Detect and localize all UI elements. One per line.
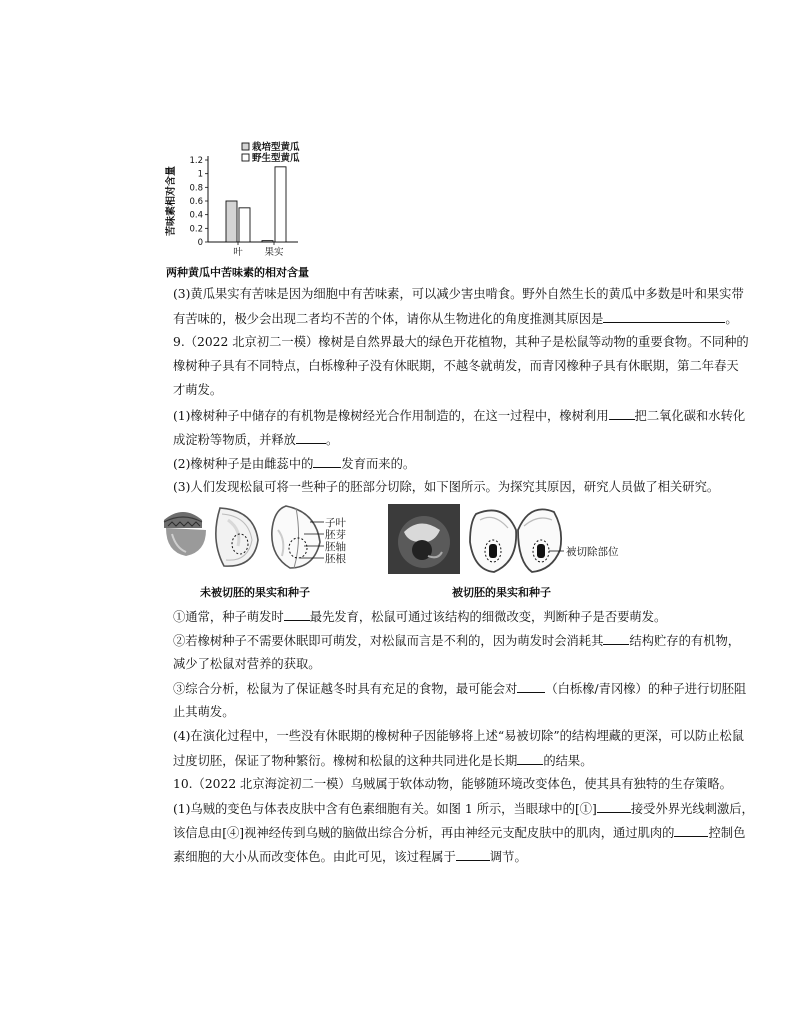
q10-p1-end: 调节。 <box>489 850 527 864</box>
answer-blank[interactable] <box>603 632 629 645</box>
answer-blank[interactable] <box>517 752 543 765</box>
q9-s1-text: ①通常，种子萌发时 <box>173 610 284 624</box>
chart-caption: 两种黄瓜中苦味素的相对含量 <box>166 266 309 279</box>
y-tick-label: 0.8 <box>189 183 203 194</box>
q10-p1-text5: 素细胞的大小从而改变体色。由此可见，该过程属于 <box>173 850 456 864</box>
cut-acorn-image <box>388 504 460 574</box>
open-fruit-image <box>216 508 258 566</box>
legend-swatch-0 <box>242 143 249 150</box>
legend-swatch-1 <box>242 154 249 161</box>
q9-s1-end: 最先发育，松鼠可通过该结构的细微改变，判断种子是否要萌发。 <box>309 610 667 624</box>
q9-p1-line2 <box>173 431 338 448</box>
answer-blank[interactable] <box>603 310 725 323</box>
answer-blank[interactable] <box>609 407 635 420</box>
answer-blank[interactable] <box>296 431 326 444</box>
label-plumule: 胚芽 <box>325 529 346 541</box>
q9-s3-text: ③综合分析，松鼠为了保证越冬时具有充足的食物，最可能会对 <box>173 682 518 696</box>
q9-s2-line1 <box>173 632 740 649</box>
q9-intro-line3: 才萌发。 <box>173 383 223 397</box>
caption-cut: 被切胚的果实和种子 <box>452 586 551 599</box>
bar-1-1 <box>275 167 286 242</box>
answer-blank[interactable] <box>674 824 708 837</box>
x-tick-label: 叶 <box>233 247 243 258</box>
q10-p1-text3: 该信息由[④]视神经传到乌贼的脑做出综合分析，再由神经元支配皮肤中的肌肉，通过肌肉的 <box>173 826 675 840</box>
answer-blank[interactable] <box>284 608 310 621</box>
label-hypocotyl: 胚轴 <box>325 541 346 553</box>
y-tick-label: 1 <box>197 169 203 180</box>
q10-p1-text: (1)乌贼的变色与体表皮肤中含有色素细胞有关。如图 1 所示，当眼球中的[①] <box>173 802 597 816</box>
y-tick-label: 0.6 <box>189 197 203 207</box>
q9-p2 <box>173 455 415 472</box>
cut-seed-diagram <box>470 509 564 572</box>
q10-p1-line1 <box>173 800 754 817</box>
q9-s3-line1 <box>173 680 746 697</box>
q8-3-end: 。 <box>725 312 738 326</box>
q9-p1-text3: 成淀粉等物质，并释放 <box>173 433 296 447</box>
q10-intro: 10.（2022 北京海淀初二一模）乌贼属于软体动物，能够随环境改变体色，使其具有独特的生存策略。 <box>173 777 732 791</box>
label-radicle: 胚根 <box>325 553 346 565</box>
q9-s3-line2: 止其萌发。 <box>173 705 235 719</box>
y-tick-label: 0.4 <box>189 210 203 221</box>
q8-3-line2 <box>173 310 738 327</box>
q9-p1-text2: 把二氧化碳和水转化 <box>634 409 746 423</box>
q9-s2-text2: 结构贮存的有机物， <box>629 634 741 648</box>
bar-1-0 <box>262 241 273 242</box>
q9-p4-text: 过度切胚，保证了物种繁衍。橡树和松鼠的这种共同进化是长期 <box>173 754 518 768</box>
q9-p1-line1 <box>173 407 745 424</box>
q9-intro-line1: 9.（2022 北京初二一模）橡树是自然界最大的绿色开花植物，其种子是松鼠等动物的重要食物。不同种的 <box>173 335 749 349</box>
q8-3-line1: (3)黄瓜果实有苦味是因为细胞中有苦味素，可以减少害虫啃食。野外自然生长的黄瓜中多数是叶和果实带 <box>173 287 744 301</box>
q9-p4-end: 的结果。 <box>543 754 593 768</box>
q8-3-text: 有苦味的，极少会出现二者均不苦的个体，请你从生物进化的角度推测其原因是 <box>173 312 604 326</box>
q9-p4-line2 <box>173 752 593 769</box>
q9-intro-line2: 橡树种子具有不同特点，白栎橡种子没有休眠期，不越冬就萌发，而青冈橡种子具有休眠期，第二年春天 <box>173 359 739 373</box>
answer-blank[interactable] <box>313 455 341 468</box>
q10-p1-text2: 接受外界光线刺激后， <box>630 802 754 816</box>
q9-s2-line2: 减少了松鼠对营养的获取。 <box>173 657 321 671</box>
acorn-image <box>164 512 206 556</box>
legend-label-0: 栽培型黄瓜 <box>252 142 300 153</box>
caption-uncut: 未被切胚的果实和种子 <box>200 586 310 599</box>
y-tick-label: 1.2 <box>189 156 203 166</box>
y-tick-label: 0 <box>197 238 203 248</box>
q9-p3: (3)人们发现松鼠可将一些种子的胚部分切除，如下图所示。为探究其原因，研究人员做了相关研究。 <box>173 480 720 494</box>
answer-blank[interactable] <box>456 848 490 861</box>
q9-p4-line1: (4)在演化过程中，一些没有休眠期的橡树种子因能够将上述“易被切除”的结构埋藏的更深，可以防止松鼠 <box>173 729 745 743</box>
q10-p1-text4: 控制色 <box>708 826 746 840</box>
q9-p2-text: (2)橡树种子是由雌蕊中的 <box>173 457 314 471</box>
answer-blank[interactable] <box>517 680 545 693</box>
acorn-figure <box>158 500 658 582</box>
q9-p1-text: (1)橡树种子中储存的有机物是橡树经光合作用制造的，在这一过程中，橡树利用 <box>173 409 609 423</box>
y-tick-label: 0.2 <box>189 224 203 235</box>
x-tick-label: 果实 <box>264 247 284 258</box>
q9-p2-end: 发育而来的。 <box>341 457 416 471</box>
q9-s3-text2: （白栎橡/青冈橡）的种子进行切胚阻 <box>545 682 747 696</box>
bitterness-bar-chart <box>160 140 320 265</box>
label-cut-part: 被切除部位 <box>566 546 619 558</box>
y-axis-label: 苦味素相对含量 <box>166 166 177 236</box>
q10-p1-line3 <box>173 848 527 865</box>
q9-p1-end: 。 <box>325 433 339 447</box>
legend-label-1: 野生型黄瓜 <box>252 153 300 164</box>
q10-p1-line2 <box>173 824 745 841</box>
bar-0-0 <box>226 201 237 242</box>
label-cotyledon: 子叶 <box>325 517 346 529</box>
q9-s1 <box>173 608 666 625</box>
q9-s2-text: ②若橡树种子不需要休眠即可萌发，对松鼠而言是不利的，因为萌发时会消耗其 <box>173 634 604 648</box>
answer-blank[interactable] <box>597 800 631 813</box>
bar-0-1 <box>239 208 250 242</box>
